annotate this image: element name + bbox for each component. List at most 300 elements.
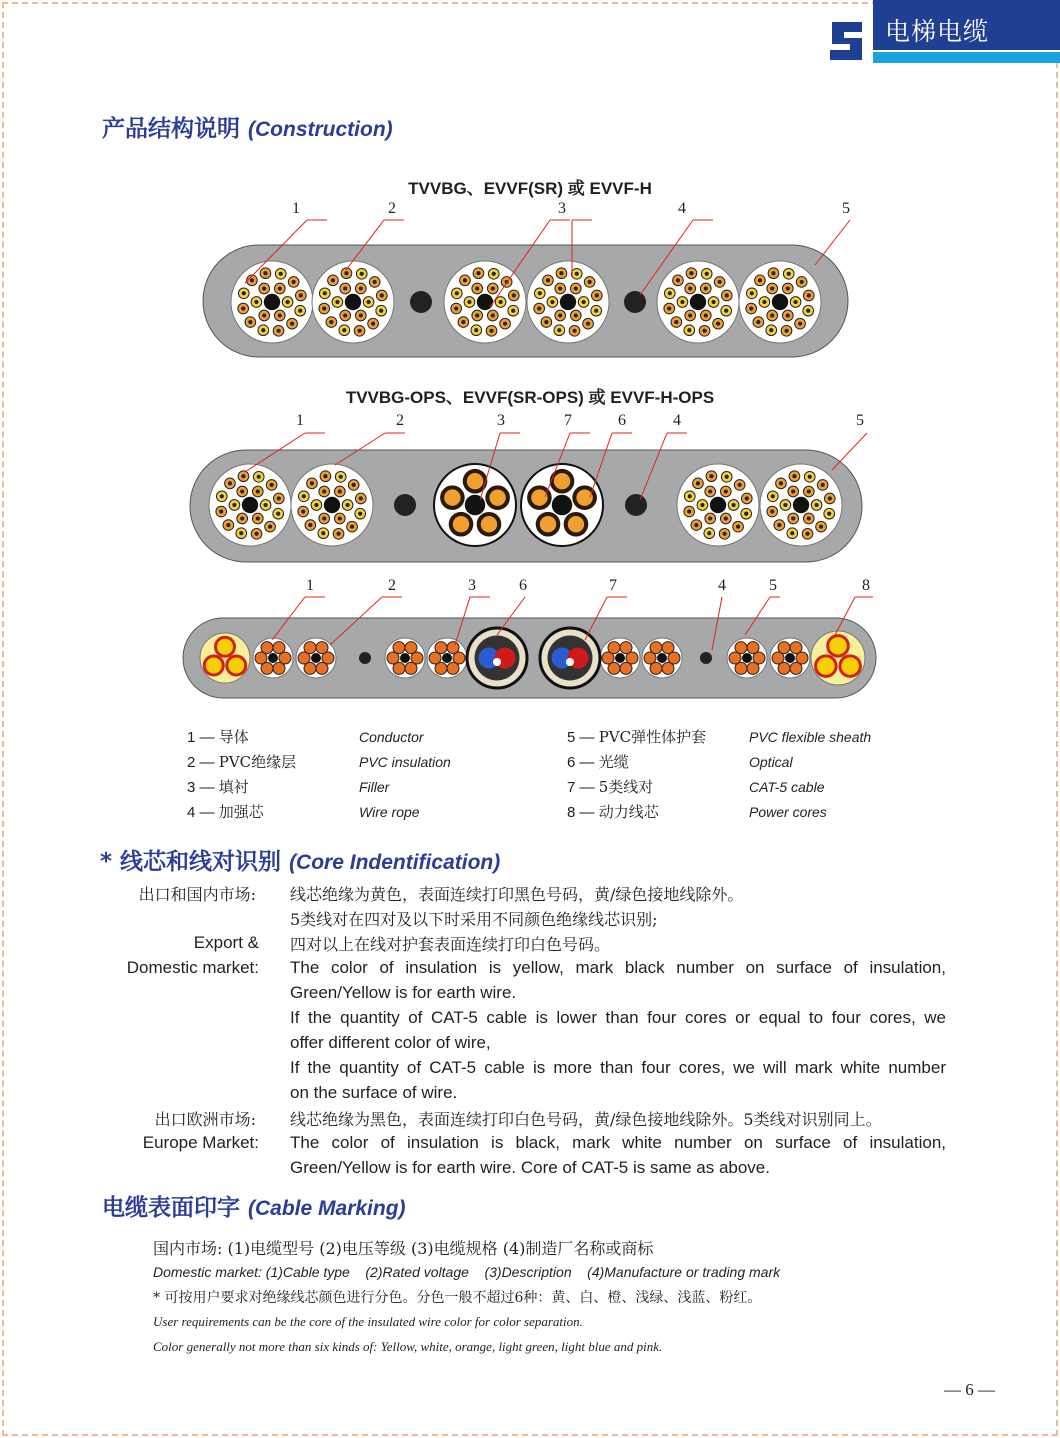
conductor	[544, 320, 548, 324]
callout-label: 1	[306, 577, 314, 594]
conductor	[256, 489, 260, 493]
conductor	[475, 313, 479, 317]
legend-item: 8 — 动力线芯	[567, 803, 659, 821]
conductor	[359, 286, 363, 290]
conductor	[276, 512, 280, 516]
conductor	[762, 300, 766, 304]
conductor	[467, 300, 471, 304]
conductor	[290, 322, 294, 326]
conductor	[262, 313, 266, 317]
conductor	[367, 300, 371, 304]
conductor	[749, 306, 753, 310]
cat5-pair-core	[540, 516, 556, 532]
conductor	[352, 483, 356, 487]
cat5-pair-core	[568, 516, 584, 532]
conductor	[794, 300, 798, 304]
construction-heading: 产品结构说明 (Construction)	[102, 116, 393, 142]
text-line: 线芯绝缘为黄色，表面连续打印黑色号码，黄/绿色接地线除外。	[290, 885, 744, 904]
conductor	[278, 313, 282, 317]
conductor	[704, 313, 708, 317]
conductor	[582, 300, 586, 304]
conductor	[264, 503, 268, 507]
conductor	[790, 531, 794, 535]
center-core	[772, 294, 788, 310]
conductor	[805, 532, 809, 536]
insulated-core	[447, 662, 459, 674]
conductor	[708, 489, 712, 493]
conductor	[725, 475, 729, 479]
conductor	[261, 328, 265, 332]
note-cn: * 可按用户要求对绝缘线芯颜色进行分色。分色一般不超过6种：黄、白、橙、浅绿、浅蓝、粉红。	[153, 1290, 762, 1306]
callout-label: 6	[519, 577, 527, 594]
insulated-core	[447, 642, 459, 654]
conductor	[323, 474, 327, 478]
callout-label: 5	[842, 200, 850, 217]
note-en-2: Color generally not more than six kinds of: Yellow, white, orange, light green, light blue and pink.	[153, 1339, 663, 1354]
conductor	[758, 278, 762, 282]
callout-label: 4	[678, 200, 686, 217]
conductor	[499, 300, 503, 304]
conductor	[342, 328, 346, 332]
conductor	[461, 320, 465, 324]
text-line: 四对以上在线对护套表面连续打印白色号码。	[290, 935, 611, 954]
fiber	[566, 658, 574, 666]
conductor	[380, 293, 384, 297]
conductor	[770, 286, 774, 290]
conductor	[359, 313, 363, 317]
cat5-pair-core	[576, 489, 592, 505]
callout-label: 4	[718, 577, 726, 594]
legend-left	[187, 725, 296, 825]
insulated-core	[435, 642, 447, 654]
insulated-core	[405, 662, 417, 674]
conductor	[800, 280, 804, 284]
center-core	[657, 653, 667, 663]
conductor	[331, 278, 335, 282]
conductor	[263, 271, 267, 275]
marking-cn: 国内市场: (1)电缆型号 (2)电压等级 (3)电缆规格 (4)制造厂名称或商标	[153, 1239, 654, 1258]
conductor	[688, 286, 692, 290]
conductor	[511, 309, 515, 313]
power-core	[204, 656, 223, 675]
conductor	[308, 523, 312, 527]
legend-item: 6 — 光缆	[567, 753, 629, 771]
text-line: If the quantity of CAT-5 cable is more than four cores, we will mark white number	[290, 1058, 946, 1077]
legend-item: 3 — 填衬	[187, 778, 249, 796]
conductor	[588, 280, 592, 284]
conductor	[262, 286, 266, 290]
callout-label: 4	[673, 412, 681, 429]
callout-label: 3	[468, 577, 476, 594]
conductor	[346, 503, 350, 507]
legend-right-en: PVC flexible sheath Optical CAT-5 cable Power cores	[749, 729, 872, 820]
center-core	[742, 653, 752, 663]
conductor	[815, 503, 819, 507]
conductor	[220, 494, 224, 498]
conductor	[696, 481, 700, 485]
insulated-core	[790, 662, 802, 674]
conductor	[558, 286, 562, 290]
conductor	[455, 291, 459, 295]
insulated-core	[662, 662, 674, 674]
conductor	[725, 293, 729, 297]
conductor	[338, 489, 342, 493]
insulated-core	[620, 642, 632, 654]
callout-label: 6	[618, 412, 626, 429]
center-core	[690, 294, 706, 310]
conductor	[357, 329, 361, 333]
conductor	[292, 280, 296, 284]
conductor	[708, 516, 712, 520]
conductor	[770, 313, 774, 317]
callout-label: 8	[862, 577, 870, 594]
conductor	[769, 328, 773, 332]
conductor	[268, 525, 272, 529]
brand-title: 电梯电缆	[873, 0, 1060, 50]
core-id-heading: * 线芯和线对识别 (Core Indentification)	[100, 849, 501, 875]
conductor	[819, 525, 823, 529]
conductor	[343, 313, 347, 317]
insulated-core	[405, 642, 417, 654]
page-number: — 6 —	[944, 1380, 995, 1399]
conductor	[475, 286, 479, 290]
wire-rope	[624, 291, 646, 313]
conductor	[491, 313, 495, 317]
conductor	[667, 306, 671, 310]
callout-label: 1	[292, 200, 300, 217]
conductor	[558, 313, 562, 317]
conductor	[724, 309, 728, 313]
conductor	[756, 320, 760, 324]
conductor	[777, 523, 781, 527]
conductor	[784, 329, 788, 333]
conductor	[301, 509, 305, 513]
conductor	[537, 306, 541, 310]
conductor	[770, 509, 774, 513]
conductor	[546, 278, 550, 282]
company-logo-icon	[828, 20, 864, 64]
conductor	[344, 271, 348, 275]
conductor	[550, 300, 554, 304]
center-core	[477, 294, 493, 310]
conductor	[821, 483, 825, 487]
conductor	[586, 322, 590, 326]
conductor	[688, 494, 692, 498]
conductor	[594, 309, 598, 313]
center-core	[442, 653, 452, 663]
conductor	[771, 271, 775, 275]
conductor	[791, 516, 795, 520]
insulated-core	[608, 642, 620, 654]
conductor	[676, 278, 680, 282]
wire-rope	[410, 291, 432, 313]
conductor	[559, 271, 563, 275]
conductor	[476, 271, 480, 275]
conductor	[668, 291, 672, 295]
conductor	[286, 300, 290, 304]
cable-cross-section-diagrams	[0, 195, 1060, 715]
conductor	[242, 291, 246, 295]
conductor	[771, 494, 775, 498]
conductor	[722, 532, 726, 536]
conductor	[491, 286, 495, 290]
conductor	[575, 272, 579, 276]
legend-item: 2 — PVC绝缘层	[187, 753, 297, 771]
legend-item: 4 — 加强芯	[187, 803, 264, 821]
insulated-core	[620, 662, 632, 674]
callout-label: 3	[497, 412, 505, 429]
conductor	[680, 300, 684, 304]
conductor	[700, 503, 704, 507]
conductor	[702, 329, 706, 333]
export-en-label: Domestic market:	[126, 958, 259, 977]
europe-en-label: Europe Market:	[142, 1133, 259, 1152]
conductor	[716, 322, 720, 326]
conductor	[808, 475, 812, 479]
callout-label: 5	[769, 577, 777, 594]
power-core	[840, 656, 861, 677]
conductor	[807, 293, 811, 297]
conductor	[279, 272, 283, 276]
center-core	[311, 653, 321, 663]
conductor	[240, 489, 244, 493]
cat5-pair-core	[481, 516, 497, 532]
conductor	[322, 516, 326, 520]
callout-line	[832, 433, 867, 470]
legend-right	[567, 725, 706, 825]
conductor	[299, 293, 303, 297]
insulated-core	[650, 642, 662, 654]
callout-label: 2	[396, 412, 404, 429]
conductor	[241, 474, 245, 478]
insulated-core	[304, 642, 316, 654]
center-core	[785, 653, 795, 663]
center-core	[552, 495, 573, 516]
conductor	[827, 512, 831, 516]
power-core	[216, 637, 235, 656]
conductor	[232, 503, 236, 507]
center-core	[465, 495, 486, 516]
conductor	[219, 509, 223, 513]
conductor	[343, 286, 347, 290]
conductor	[314, 503, 318, 507]
conductor	[321, 531, 325, 535]
conductor	[254, 300, 258, 304]
text-line: offer different color of wire,	[290, 1033, 491, 1052]
conductor	[538, 291, 542, 295]
conductor	[358, 512, 362, 516]
conductor	[240, 516, 244, 520]
conductor	[688, 313, 692, 317]
conductor	[350, 525, 354, 529]
conductor	[310, 481, 314, 485]
note-en-1: User requirements can be the core of the insulated wire color for color separation.	[153, 1314, 583, 1329]
conductor	[798, 322, 802, 326]
conductor	[806, 309, 810, 313]
conductor	[689, 271, 693, 275]
conductor	[322, 489, 326, 493]
insulated-core	[261, 642, 273, 654]
conductor	[323, 291, 327, 295]
text-line: 5类线对在四对及以下时采用不同颜色绝缘线芯识别;	[290, 910, 658, 929]
text-line: The color of insulation is black, mark white number on surface of insulation,	[290, 1133, 946, 1152]
center-core	[615, 653, 625, 663]
conductor	[239, 531, 243, 535]
center-core	[345, 294, 361, 310]
conductor	[302, 494, 306, 498]
conductor	[248, 320, 252, 324]
center-core	[264, 294, 280, 310]
conductor	[705, 272, 709, 276]
conductor	[250, 278, 254, 282]
text-line: Green/Yellow is for earth wire.	[290, 983, 517, 1002]
text-line: If the quantity of CAT-5 cable is lower than four cores or equal to four cores, we	[290, 1008, 946, 1027]
legend-item: 5 — PVC弹性体护套	[567, 728, 707, 746]
conductor	[724, 489, 728, 493]
conductor	[503, 322, 507, 326]
conductor	[718, 280, 722, 284]
europe-cn-label: 出口欧洲市场:	[154, 1110, 256, 1129]
cat5-pair-core	[489, 489, 505, 505]
cat5-pair-core	[554, 473, 570, 489]
conductor	[779, 481, 783, 485]
insulated-core	[747, 662, 759, 674]
conductor	[298, 309, 302, 313]
insulated-core	[316, 642, 328, 654]
callout-label: 2	[388, 200, 396, 217]
text-line: Green/Yellow is for earth wire. Core of CAT-5 is same as above.	[290, 1158, 770, 1177]
conductor	[359, 496, 363, 500]
export-en-label: Export &	[193, 933, 259, 952]
conductor	[228, 481, 232, 485]
conductor	[783, 503, 787, 507]
conductor	[257, 475, 261, 479]
text-line: on the surface of wire.	[290, 1083, 458, 1102]
insulated-core	[735, 642, 747, 654]
insulated-core	[662, 642, 674, 654]
conductor	[694, 523, 698, 527]
conductor	[574, 313, 578, 317]
marking-heading: 电缆表面印字 (Cable Marking)	[102, 1195, 406, 1221]
power-core	[816, 656, 837, 677]
callout-label: 7	[609, 577, 617, 594]
callout-label: 2	[388, 577, 396, 594]
insulated-core	[747, 642, 759, 654]
conductor	[489, 329, 493, 333]
conductor	[256, 516, 260, 520]
legend-left-en: Conductor PVC insulation Filler Wire rope	[359, 729, 451, 820]
conductor	[270, 483, 274, 487]
conductor	[278, 286, 282, 290]
conductor	[379, 309, 383, 313]
center-core	[560, 294, 576, 310]
center-core	[324, 497, 340, 513]
wire-rope	[359, 652, 371, 664]
conductor	[557, 328, 561, 332]
conductor	[807, 516, 811, 520]
conductor	[572, 329, 576, 333]
conductor	[254, 532, 258, 536]
conductor	[335, 300, 339, 304]
conductor	[371, 322, 375, 326]
cat5-pair-core	[444, 489, 460, 505]
power-core	[828, 636, 849, 657]
callout-line	[815, 220, 850, 265]
conductor	[474, 328, 478, 332]
insulated-core	[790, 642, 802, 654]
center-core	[710, 497, 726, 513]
conductor	[226, 523, 230, 527]
conductor	[373, 280, 377, 284]
conductor	[276, 329, 280, 333]
cat5-pair-core	[467, 473, 483, 489]
conductor	[709, 474, 713, 478]
fiber	[493, 658, 501, 666]
conductor	[738, 483, 742, 487]
conductor	[750, 291, 754, 295]
conductor	[791, 489, 795, 493]
insulated-core	[273, 662, 285, 674]
conductor	[736, 525, 740, 529]
conductor	[241, 306, 245, 310]
export-cn-label: 出口和国内市场:	[138, 885, 256, 904]
insulated-core	[778, 642, 790, 654]
wire-rope	[625, 494, 647, 516]
insulated-core	[316, 662, 328, 674]
center-core	[400, 653, 410, 663]
conductor	[454, 306, 458, 310]
center-core	[793, 497, 809, 513]
legend-item: 1 — 导体	[187, 728, 249, 746]
insulated-core	[393, 642, 405, 654]
header-accent-bar	[873, 52, 1060, 63]
conductor	[674, 320, 678, 324]
conductor	[336, 532, 340, 536]
conductor	[787, 272, 791, 276]
wire-rope	[700, 652, 712, 664]
conductor	[786, 286, 790, 290]
conductor	[512, 293, 516, 297]
callout-label: 7	[564, 412, 572, 429]
insulated-core	[273, 642, 285, 654]
callout-label: 1	[296, 412, 304, 429]
conductor	[492, 272, 496, 276]
text-line: The color of insulation is yellow, mark black number on surface of insulation,	[290, 958, 946, 977]
callout-label: 3	[558, 200, 566, 217]
conductor	[687, 328, 691, 332]
conductor	[329, 320, 333, 324]
marking-en: Domestic market: (1)Cable type (2)Rated voltage (3)Description (4)Manufacture or trading mark	[153, 1264, 781, 1280]
conductor	[707, 531, 711, 535]
cat5-pair-core	[531, 489, 547, 505]
diagram1-title: TVVBG、EVVF(SR) 或 EVVF-H	[408, 179, 652, 198]
conductor	[574, 286, 578, 290]
legend-item: 7 — 5类线对	[567, 778, 654, 796]
conductor	[277, 496, 281, 500]
conductor	[322, 306, 326, 310]
conductor	[687, 509, 691, 513]
conductor	[463, 278, 467, 282]
conductor	[339, 475, 343, 479]
conductor	[360, 272, 364, 276]
wire-rope	[394, 494, 416, 516]
center-core	[242, 497, 258, 513]
conductor	[807, 489, 811, 493]
conductor	[704, 286, 708, 290]
callout-label: 5	[856, 412, 864, 429]
conductor	[744, 512, 748, 516]
text-line: 线芯绝缘为黑色，表面连续打印白色号码，黄/绿色接地线除外。5类线对识别同上。	[290, 1110, 882, 1129]
